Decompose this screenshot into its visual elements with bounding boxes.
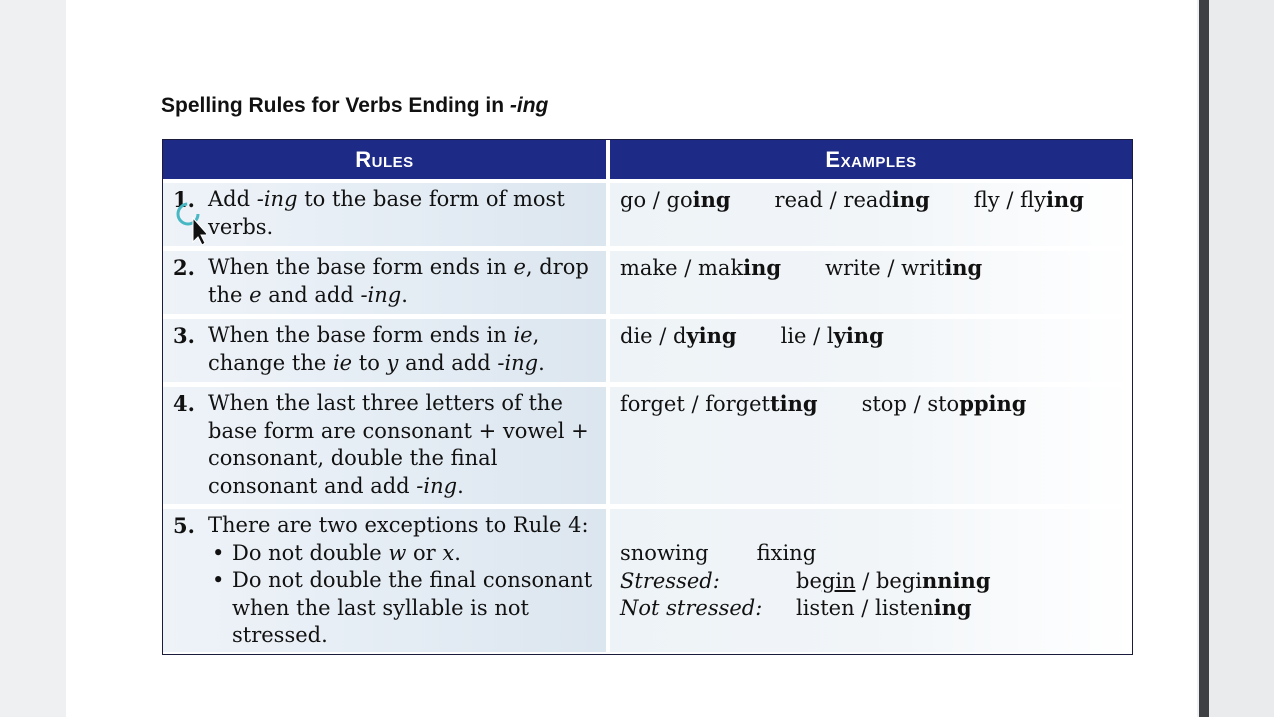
rule-3-cell [163, 319, 606, 382]
header-rules: Rules [163, 140, 606, 179]
rule-4-cell [163, 387, 606, 504]
rule-1-text: Add -ing to the base form of most verbs. [208, 187, 565, 239]
background-strip [1209, 0, 1274, 717]
example-stop: stop / stopping [861, 391, 1027, 416]
rule-3-text: When the base form ends in ie, change the ie to y and add -ing. [208, 323, 545, 375]
rule-2-examples [610, 251, 1132, 314]
window-edge [1199, 0, 1209, 717]
spelling-rules-table [162, 139, 1133, 655]
example-forget: forget / forgetting [620, 391, 818, 416]
header-examples: Examples [610, 140, 1132, 179]
rule-1-number: 1. [173, 187, 195, 212]
rule-2-text: When the base form ends in e, drop the e and add -ing. [208, 255, 589, 307]
example-not-stressed: Not stressed: listen / listening [620, 595, 972, 620]
example-write: write / writing [825, 255, 983, 280]
example-snowing-fixing: snowing fixing [620, 541, 817, 565]
page-title: Spelling Rules for Verbs Ending in -ing [161, 94, 549, 117]
rule-3-examples [610, 319, 1132, 382]
rule-1-examples [610, 183, 1132, 246]
example-go: go / going [620, 187, 731, 212]
mouse-cursor-icon [176, 200, 206, 246]
rule-5-text [208, 512, 608, 650]
example-read: read / reading [774, 187, 930, 212]
example-fly: fly / flying [973, 187, 1084, 212]
rule-2-cell [163, 251, 606, 314]
rule-5-cell [163, 509, 606, 652]
example-die: die / dying [620, 323, 737, 348]
rule-1-cell [163, 183, 606, 246]
rule-5-bullet-1: • Do not double w or x. [208, 540, 608, 568]
rule-5-bullet-2: • Do not double the final consonant when the last syllable is not stressed. [208, 567, 608, 650]
rule-4-text: When the last three letters of the base form are consonant + vowel + consonant, double the final consonant and add -ing. [208, 391, 589, 498]
example-lie: lie / lying [780, 323, 884, 348]
rule-4-examples [610, 387, 1132, 504]
rule-4-number: 4. [173, 391, 195, 416]
rule-5-intro: There are two exceptions to Rule 4: [208, 513, 589, 537]
rule-5-examples [610, 509, 1132, 652]
example-stressed: Stressed: begin / beginning [620, 568, 991, 593]
rule-2-number: 2. [173, 255, 195, 280]
example-make: make / making [620, 255, 782, 280]
rule-3-number: 3. [173, 323, 195, 348]
rule-5-number: 5. [173, 513, 195, 538]
